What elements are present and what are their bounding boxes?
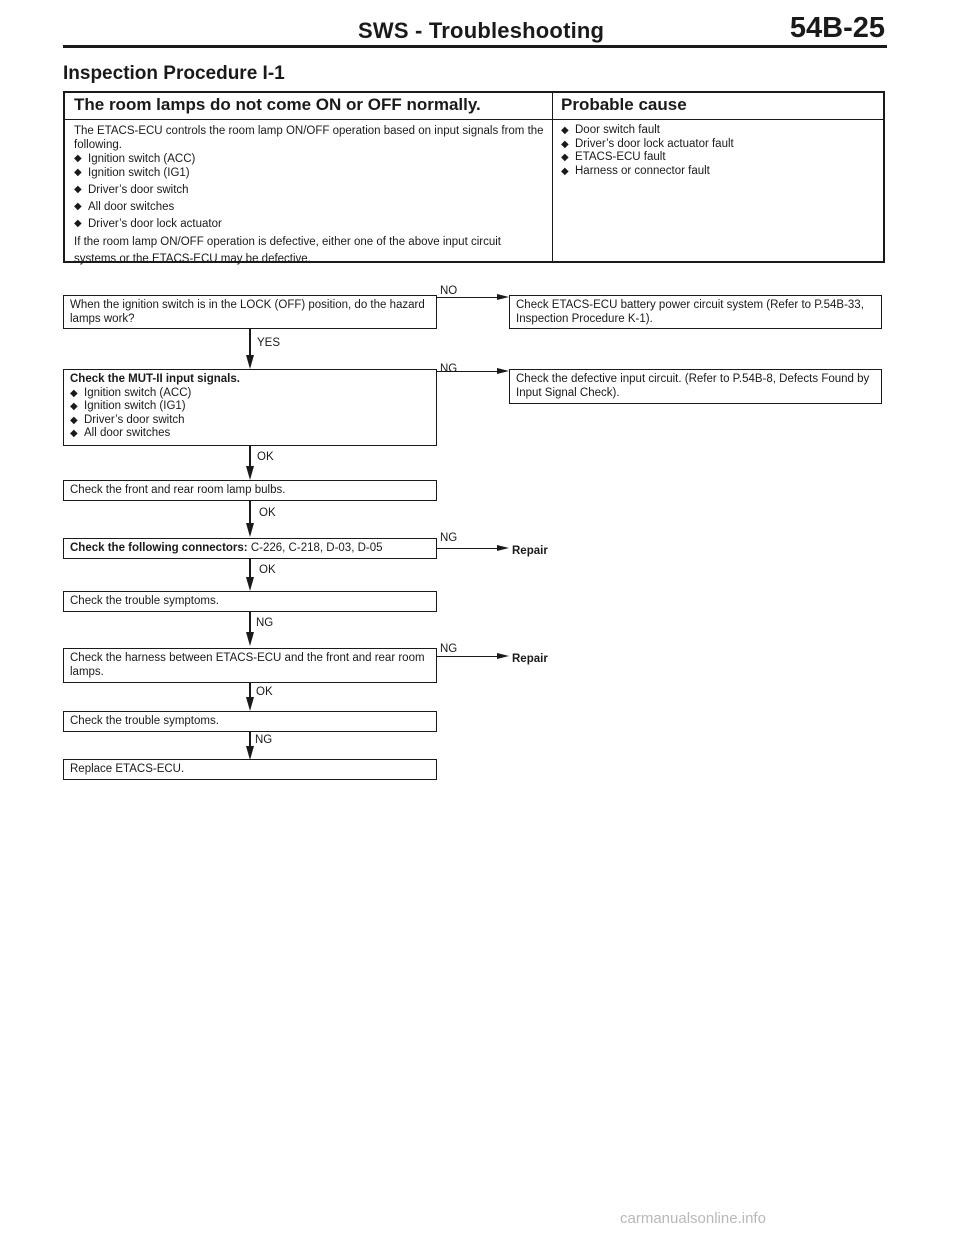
cause-item: ◆ Driver’s door lock actuator fault: [561, 138, 734, 152]
header-rule: [63, 45, 887, 48]
page-number: 54B-25: [789, 12, 885, 44]
flow-arrow-down: [246, 746, 254, 760]
symptom-intro: The ETACS-ECU controls the room lamp ON/OFF operation based on input signals from the following.: [74, 125, 544, 151]
flow-label-ng: NG: [440, 532, 458, 544]
probable-cause-list: [561, 124, 734, 178]
flow-connector: [437, 297, 499, 298]
flow-label-ng: NG: [255, 734, 273, 746]
flow-step-harness-check: Check the harness between ETACS-ECU and the front and rear room lamps.: [63, 648, 437, 683]
flow-step-mut-input-signals: [63, 369, 437, 446]
flow-label-no: NO: [440, 285, 458, 297]
flow-action-repair: Repair: [512, 653, 548, 665]
flow-action-repair: Repair: [512, 545, 548, 557]
symptom-heading: The room lamps do not come ON or OFF normally.: [74, 95, 481, 114]
flow-step-replace-ecu: Replace ETACS-ECU.: [63, 759, 437, 780]
flow-arrow-right: [497, 368, 509, 374]
input-item: ◆ Ignition switch (ACC): [74, 152, 544, 166]
input-item: ◆ Driver’s door lock actuator: [74, 217, 544, 231]
flow-arrow-down: [246, 523, 254, 537]
symptom-description: [74, 124, 544, 268]
watermark: carmanualsonline.info: [620, 1210, 766, 1227]
flow-label-ng: NG: [256, 617, 274, 629]
flow-label-ok: OK: [259, 564, 276, 576]
flow-arrow-right: [497, 545, 509, 551]
flow-connector: [437, 656, 499, 657]
flow-action-input-circuit: Check the defective input circuit. (Refer to P.54B-8, Defects Found by Input Signal Check).: [509, 369, 882, 404]
flow-label-ng: NG: [440, 363, 458, 375]
cause-item: ◆ Harness or connector fault: [561, 165, 734, 179]
cause-item: ◆ Door switch fault: [561, 124, 734, 138]
mut-check-title: Check the MUT-II input signals.: [70, 373, 240, 385]
symptom-conclusion: If the room lamp ON/OFF operation is defective, either one of the above input circuit systems or the ETACS-ECU may be defective.: [74, 236, 501, 265]
connector-list: C-226, C-218, D-03, D-05: [250, 542, 383, 554]
flow-arrow-right: [497, 653, 509, 659]
flow-arrow-down: [246, 697, 254, 711]
flow-step-trouble-symptoms-final: Check the trouble symptoms.: [63, 711, 437, 732]
cause-item: ◆ ETACS-ECU fault: [561, 151, 734, 165]
flow-label-yes: YES: [257, 337, 281, 349]
flow-step-trouble-symptoms: Check the trouble symptoms.: [63, 591, 437, 612]
mut-signal-item: ◆ Driver’s door switch: [70, 414, 430, 428]
flow-arrow-right: [497, 294, 509, 300]
flow-connector: [437, 548, 499, 549]
symptom-table: [63, 91, 885, 263]
connector-check-title: Check the following connectors:: [70, 542, 248, 554]
flow-action-battery-circuit: Check ETACS-ECU battery power circuit system (Refer to P.54B-33, Inspection Procedure K-1).: [509, 295, 882, 329]
flow-arrow-down: [246, 577, 254, 591]
flow-step-hazard-check: When the ignition switch is in the LOCK (OFF) position, do the hazard lamps work?: [63, 295, 437, 329]
flow-arrow-down: [246, 632, 254, 646]
flow-label-ok: OK: [257, 451, 274, 463]
flow-label-ng: NG: [440, 643, 458, 655]
section-title: SWS - Troubleshooting: [358, 18, 605, 43]
flow-arrow-down: [246, 466, 254, 480]
input-item: ◆ All door switches: [74, 200, 544, 214]
probable-cause-heading: Probable cause: [561, 95, 687, 114]
input-item: ◆ Ignition switch (IG1): [74, 166, 544, 180]
mut-signal-item: ◆ Ignition switch (IG1): [70, 400, 430, 414]
symptom-table-divider: [552, 93, 553, 261]
mut-signal-item: ◆ All door switches: [70, 427, 430, 441]
flow-step-lamp-bulbs: Check the front and rear room lamp bulbs.: [63, 480, 437, 501]
mut-signal-item: ◆ Ignition switch (ACC): [70, 387, 430, 401]
flow-label-ok: OK: [259, 507, 276, 519]
procedure-title: Inspection Procedure I-1: [63, 63, 285, 84]
flow-step-connectors: [63, 538, 437, 559]
input-item: ◆ Driver’s door switch: [74, 183, 544, 197]
flow-label-ok: OK: [256, 686, 273, 698]
flow-arrow-down: [246, 355, 254, 369]
